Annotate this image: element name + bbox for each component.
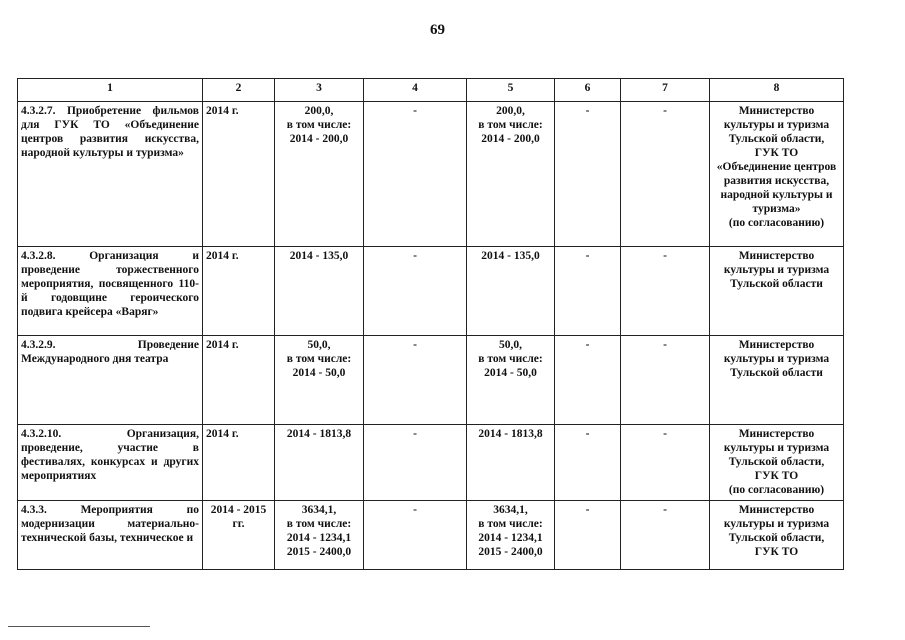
column-header: 1 bbox=[18, 79, 203, 102]
column-4-value: - bbox=[364, 102, 467, 247]
funding-line: 200,0, bbox=[304, 105, 334, 117]
funding-line: 2014 - 200,0 bbox=[289, 133, 349, 145]
responsible-line: культуры и туризма bbox=[723, 518, 830, 530]
responsible-line: Министерство bbox=[738, 339, 815, 351]
funding-line: 2015 - 2400,0 bbox=[286, 546, 352, 558]
column-4-value: - bbox=[364, 501, 467, 570]
column-4-value: - bbox=[364, 247, 467, 336]
funding-line: 2014 - 50,0 bbox=[484, 367, 537, 379]
total-funding bbox=[275, 501, 364, 570]
column-7-value: - bbox=[621, 247, 710, 336]
responsible-line: Тульской области, bbox=[728, 133, 825, 145]
responsible-line: Министерство bbox=[738, 250, 815, 262]
responsible-line: культуры и туризма bbox=[723, 442, 830, 454]
responsible-line: туризма» bbox=[752, 203, 801, 215]
funding-line: 2014 - 135,0 bbox=[481, 250, 540, 262]
table-header-row bbox=[18, 79, 844, 102]
responsible-party bbox=[710, 102, 844, 247]
responsible-line: культуры и туризма bbox=[723, 119, 830, 131]
column-4-value: - bbox=[364, 336, 467, 425]
responsible-line: Тульской области, bbox=[728, 456, 825, 468]
column-7-value: - bbox=[621, 501, 710, 570]
responsible-line: Министерство bbox=[738, 105, 815, 117]
activity-name: 4.3.3. Мероприятия по модернизации материально-технической базы, техническое и bbox=[18, 501, 203, 570]
responsible-line: культуры и туризма bbox=[723, 353, 830, 365]
activity-name: 4.3.2.8. Организация и проведение торжественного мероприятия, посвященного 110-й годовщине героического подвига крейсера «Варяг» bbox=[18, 247, 203, 336]
responsible-party bbox=[710, 336, 844, 425]
funding-line: 3634,1, bbox=[493, 504, 528, 516]
responsible-line: народной культуры и bbox=[720, 189, 833, 201]
funding-line: в том числе: bbox=[286, 518, 352, 530]
column-header: 2 bbox=[203, 79, 275, 102]
column-header: 8 bbox=[710, 79, 844, 102]
total-funding bbox=[275, 336, 364, 425]
responsible-line: Тульской области, bbox=[728, 532, 825, 544]
responsible-party bbox=[710, 425, 844, 501]
responsible-line: культуры и туризма bbox=[723, 264, 830, 276]
responsible-line: (по согласованию) bbox=[728, 217, 825, 229]
responsible-party bbox=[710, 501, 844, 570]
funding-line: в том числе: bbox=[478, 119, 543, 131]
regional-funding bbox=[467, 336, 555, 425]
funding-line: в том числе: bbox=[478, 518, 543, 530]
responsible-line: Министерство bbox=[738, 504, 815, 516]
funding-line: 2015 - 2400,0 bbox=[478, 546, 543, 558]
page-number: 69 bbox=[430, 22, 445, 38]
responsible-line: (по согласованию) bbox=[728, 484, 825, 496]
table-row bbox=[18, 336, 844, 425]
funding-line: 2014 - 1234,1 bbox=[286, 532, 352, 544]
column-header: 5 bbox=[467, 79, 555, 102]
total-funding bbox=[275, 102, 364, 247]
table-row bbox=[18, 102, 844, 247]
funding-line: в том числе: bbox=[478, 353, 543, 365]
activity-period: 2014 г. bbox=[203, 425, 275, 501]
responsible-line: развития искусства, bbox=[723, 175, 830, 187]
responsible-line: Тульской области bbox=[730, 367, 823, 379]
funding-line: 2014 - 1813,8 bbox=[478, 428, 543, 440]
regional-funding bbox=[467, 501, 555, 570]
column-7-value: - bbox=[621, 336, 710, 425]
regional-funding bbox=[467, 425, 555, 501]
funding-line: 50,0, bbox=[307, 339, 331, 351]
funding-line: 3634,1, bbox=[301, 504, 337, 516]
responsible-line: ГУК ТО bbox=[754, 546, 799, 558]
table-row bbox=[18, 247, 844, 336]
funding-line: 50,0, bbox=[499, 339, 522, 351]
column-header: 7 bbox=[621, 79, 710, 102]
activity-name: 4.3.2.9. Проведение Международного дня театра bbox=[18, 336, 203, 425]
funding-line: в том числе: bbox=[286, 119, 352, 131]
column-6-value: - bbox=[555, 425, 621, 501]
column-4-value: - bbox=[364, 425, 467, 501]
total-funding bbox=[275, 247, 364, 336]
activity-name: 4.3.2.10. Организация, проведение, участие в фестивалях, конкурсах и других мероприятиях bbox=[18, 425, 203, 501]
column-6-value: - bbox=[555, 336, 621, 425]
column-6-value: - bbox=[555, 102, 621, 247]
responsible-line: Тульской области bbox=[730, 278, 823, 290]
column-header: 3 bbox=[275, 79, 364, 102]
program-activities-table bbox=[17, 78, 844, 570]
responsible-line: ГУК ТО bbox=[754, 147, 799, 159]
column-6-value: - bbox=[555, 501, 621, 570]
responsible-line: ГУК ТО bbox=[754, 470, 799, 482]
column-header: 6 bbox=[555, 79, 621, 102]
funding-line: 200,0, bbox=[496, 105, 525, 117]
funding-line: 2014 - 200,0 bbox=[481, 133, 540, 145]
funding-line: 2014 - 50,0 bbox=[292, 367, 346, 379]
responsible-party bbox=[710, 247, 844, 336]
column-6-value: - bbox=[555, 247, 621, 336]
regional-funding bbox=[467, 102, 555, 247]
column-7-value: - bbox=[621, 102, 710, 247]
total-funding bbox=[275, 425, 364, 501]
table-row bbox=[18, 501, 844, 570]
column-7-value: - bbox=[621, 425, 710, 501]
table-row bbox=[18, 425, 844, 501]
funding-line: 2014 - 1234,1 bbox=[478, 532, 543, 544]
regional-funding bbox=[467, 247, 555, 336]
activity-period: 2014 г. bbox=[203, 247, 275, 336]
responsible-line: «Объединение центров bbox=[716, 161, 837, 173]
column-header: 4 bbox=[364, 79, 467, 102]
responsible-line: Министерство bbox=[738, 428, 815, 440]
funding-line: в том числе: bbox=[286, 353, 352, 365]
activity-period: 2014 г. bbox=[203, 336, 275, 425]
activity-period: 2014 - 2015 гг. bbox=[203, 501, 275, 570]
funding-line: 2014 - 1813,8 bbox=[286, 428, 352, 440]
activity-period: 2014 г. bbox=[203, 102, 275, 247]
funding-line: 2014 - 135,0 bbox=[289, 250, 349, 262]
footnote-divider bbox=[8, 626, 150, 627]
activity-name: 4.3.2.7. Приобретение фильмов для ГУК ТО «Объединение центров развития искусства, народной культуры и туризма» bbox=[18, 102, 203, 247]
